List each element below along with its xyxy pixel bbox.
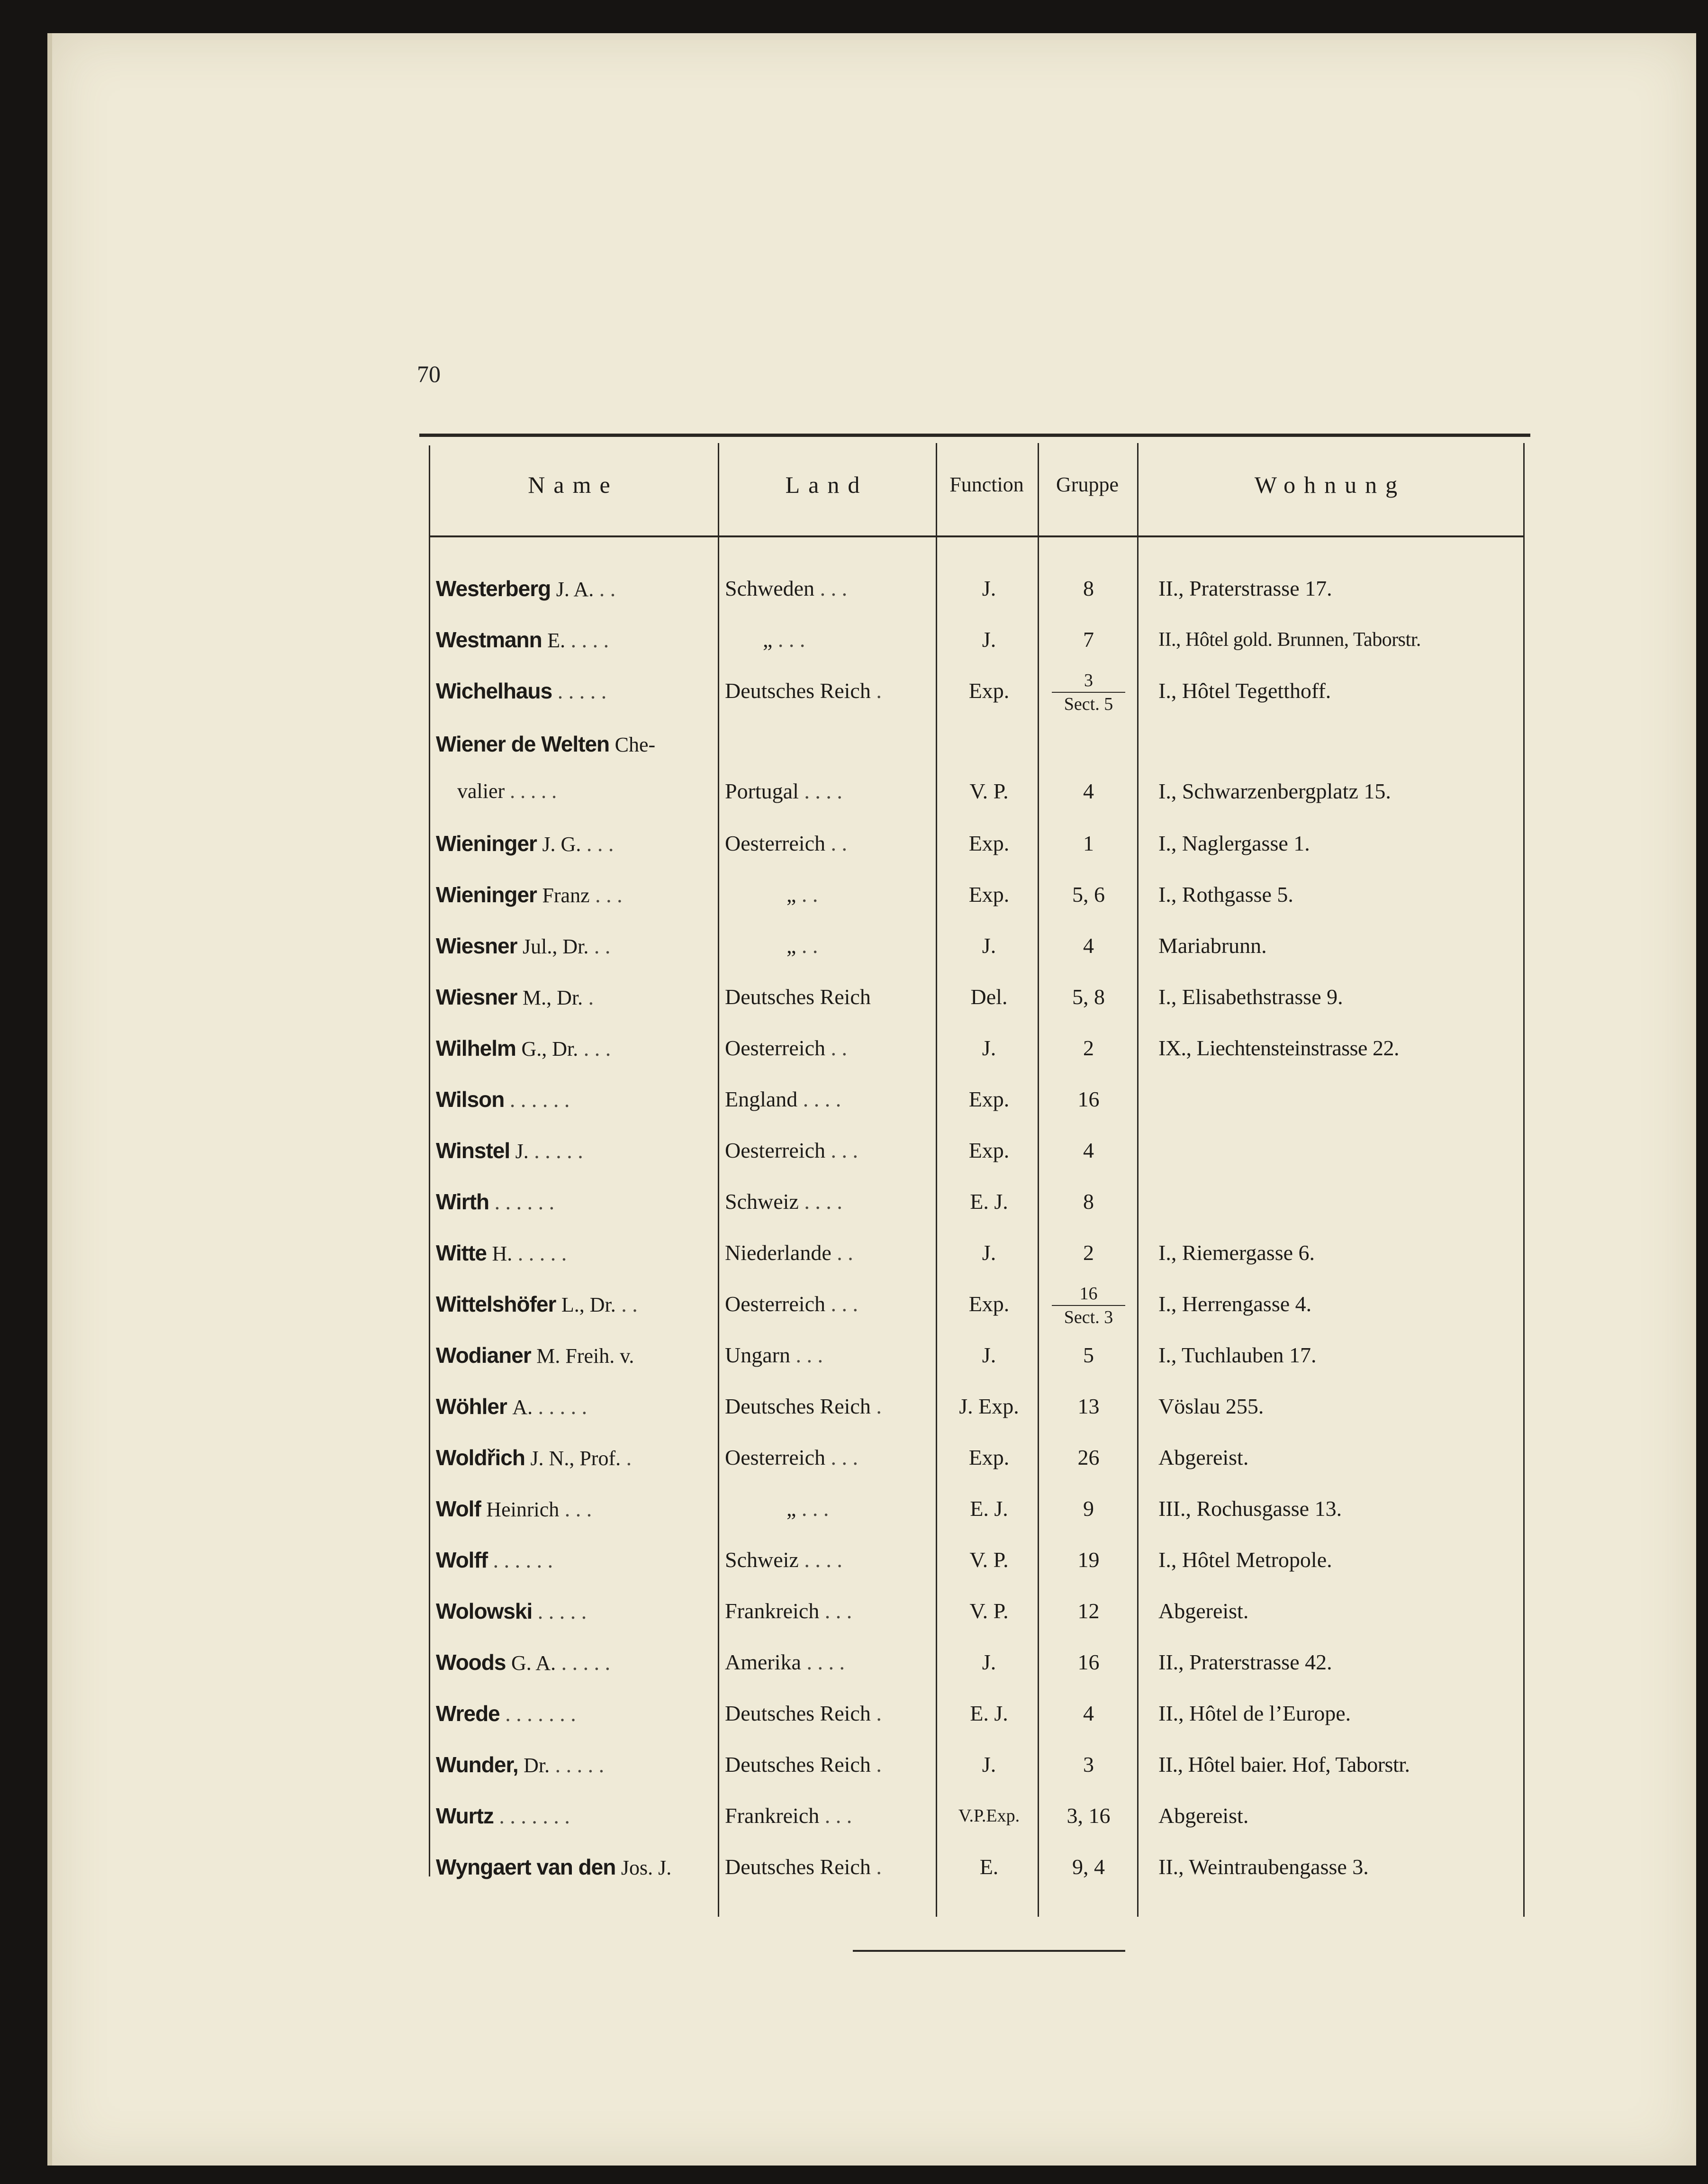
- leader-dots: . . . . .: [517, 1241, 567, 1265]
- function-cell: J. Exp.: [959, 1394, 1019, 1418]
- leader-dots: . . . . . . .: [505, 1702, 576, 1726]
- land-cell: [725, 820, 938, 867]
- header-function: Function: [949, 473, 1024, 496]
- function-cell: V. P.: [969, 1548, 1009, 1572]
- function-cell: J.: [982, 1752, 996, 1776]
- address-cell: Abgereist.: [1158, 1599, 1249, 1623]
- surname: Westmann: [436, 627, 542, 652]
- land-cell: [725, 616, 938, 663]
- leader-dots: . . . . . . .: [499, 1804, 570, 1828]
- given-name: Franz: [542, 884, 590, 907]
- table-row: [419, 973, 1530, 1021]
- leader-dots: .: [876, 1394, 882, 1418]
- land-cell: [725, 1536, 938, 1584]
- land-cell: [725, 1639, 938, 1686]
- surname: Wilhelm: [436, 1036, 516, 1060]
- address-cell: II., Praterstrasse 42.: [1158, 1650, 1332, 1674]
- section-label: Sect. 5: [1064, 694, 1113, 714]
- leader-dots: . . .: [777, 627, 805, 652]
- gruppe-cell: 4: [1083, 933, 1094, 958]
- given-name: G., Dr.: [521, 1037, 578, 1060]
- leader-dots: . . .: [831, 1138, 858, 1162]
- name-cell: [436, 1383, 715, 1430]
- name-cell: [436, 1792, 715, 1840]
- table-row: [419, 565, 1530, 612]
- table-row: [419, 1741, 1530, 1788]
- gruppe-cell: 4: [1083, 1701, 1094, 1725]
- surname: Wieninger: [436, 882, 537, 907]
- leader-dots: . . . . . .: [509, 1087, 570, 1112]
- given-name: Dr.: [524, 1754, 550, 1777]
- address-cell: I., Riemergasse 6.: [1158, 1241, 1315, 1265]
- gruppe-cell: 19: [1077, 1548, 1100, 1572]
- leader-dots: . . . .: [804, 1189, 842, 1214]
- name-cell: [436, 1587, 715, 1635]
- land-text: Schweden: [725, 576, 815, 600]
- function-cell: J.: [982, 1036, 996, 1060]
- land-text: Frankreich: [725, 1803, 820, 1828]
- function-cell: Exp.: [968, 1445, 1010, 1469]
- table-row: [419, 1076, 1530, 1123]
- leader-dots: . . . .: [804, 1548, 842, 1572]
- fraction-bar: [1052, 1305, 1125, 1306]
- land-text: Oesterreich: [725, 1445, 825, 1469]
- gruppe-cell: 13: [1077, 1394, 1100, 1418]
- leader-dots: . .: [599, 577, 616, 601]
- gruppe-cell: 3, 16: [1066, 1803, 1111, 1828]
- table-row: [419, 1485, 1530, 1532]
- land-cell: [725, 565, 938, 612]
- land-cell: [725, 1280, 938, 1328]
- name-cell: [436, 1639, 715, 1686]
- land-text: Deutsches Reich: [725, 679, 871, 703]
- gruppe-cell: 16: [1077, 1650, 1100, 1674]
- leader-dots: . . . . .: [537, 1599, 587, 1623]
- address-cell: [1158, 1076, 1528, 1123]
- leader-dots: . . . . .: [510, 779, 557, 803]
- function-cell: Exp.: [968, 882, 1010, 906]
- end-of-list-rule: [853, 1950, 1125, 1952]
- exhibitor-register-table: [419, 434, 1530, 1914]
- surname: Woldřich: [436, 1445, 525, 1470]
- given-name: L., Dr.: [561, 1293, 616, 1316]
- leader-dots: . .: [801, 882, 818, 906]
- address-cell: II., Hôtel gold. Brunnen, Taborstr.: [1158, 629, 1421, 651]
- surname: Wodianer: [436, 1343, 531, 1368]
- fraction-bar: [1052, 692, 1125, 693]
- gruppe-cell: 9: [1083, 1496, 1094, 1521]
- address-cell: I., Elisabethstrasse 9.: [1158, 985, 1343, 1009]
- given-name-continued: valier: [457, 779, 505, 803]
- address-cell: II., Weintraubengasse 3.: [1158, 1855, 1369, 1879]
- land-text: Deutsches Reich: [725, 1394, 871, 1418]
- address-cell: I., Hôtel Tegetthoff.: [1158, 679, 1331, 703]
- name-cell: [436, 1332, 715, 1379]
- gruppe-cell: 7: [1083, 627, 1094, 652]
- name-cell: [436, 1229, 715, 1277]
- land-cell: [725, 1229, 938, 1277]
- table-row: [419, 922, 1530, 970]
- leader-dots: . . .: [586, 832, 614, 856]
- leader-dots: . .: [594, 934, 611, 958]
- gruppe-cell: 1: [1083, 831, 1094, 855]
- given-name: Jos. J.: [621, 1856, 672, 1879]
- table-row: [419, 1434, 1530, 1481]
- table-row: [419, 1229, 1530, 1277]
- address-cell: I., Rothgasse 5.: [1158, 882, 1293, 906]
- gruppe-cell: 4: [1083, 1138, 1094, 1162]
- leader-dots: . . . .: [803, 1087, 841, 1111]
- name-cell: [436, 720, 655, 768]
- name-cell: [436, 973, 715, 1021]
- address-cell: II., Hôtel de l’Europe.: [1158, 1701, 1351, 1725]
- land-text: Ungarn: [725, 1343, 790, 1367]
- table-row: [419, 1536, 1530, 1584]
- leader-dots: . . . . .: [555, 1753, 605, 1777]
- table-row: [419, 1127, 1530, 1174]
- function-cell: Del.: [970, 985, 1008, 1009]
- header-wohnung: Wohnung: [1254, 471, 1406, 498]
- land-cell: [725, 1587, 938, 1635]
- address-cell: I., Naglergasse 1.: [1158, 831, 1310, 855]
- surname: Wittelshöfer: [436, 1292, 556, 1316]
- table-row: [419, 1178, 1530, 1225]
- address-cell: Vöslau 255.: [1158, 1394, 1264, 1418]
- function-cell: Exp.: [968, 679, 1010, 703]
- leader-dots: . . . . .: [538, 1395, 587, 1419]
- surname: Westerberg: [436, 576, 551, 601]
- gruppe-cell: 26: [1077, 1445, 1100, 1469]
- name-cell: [436, 616, 715, 663]
- gruppe-cell: 4: [1083, 779, 1094, 803]
- leader-dots: . . .: [801, 1496, 829, 1521]
- leader-dots: . . .: [564, 1497, 592, 1521]
- surname: Wilson: [436, 1087, 505, 1112]
- address-cell: III., Rochusgasse 13.: [1158, 1496, 1342, 1521]
- function-cell: Exp.: [968, 831, 1010, 855]
- address-cell: Abgereist.: [1158, 1445, 1249, 1469]
- table-row: [419, 1792, 1530, 1840]
- land-text: Oesterreich: [725, 1138, 825, 1162]
- leader-dots: . . .: [795, 1343, 823, 1367]
- given-name: Che-: [615, 733, 656, 756]
- leader-dots: . .: [837, 1241, 853, 1265]
- table-row: [419, 616, 1530, 663]
- function-cell: V. P.: [969, 779, 1009, 803]
- land-cell: [725, 1024, 938, 1072]
- leader-dots: . . .: [595, 883, 623, 907]
- given-name: Jul., Dr.: [523, 935, 589, 958]
- name-cell: [436, 820, 715, 867]
- gruppe-cell: 8: [1083, 1189, 1094, 1214]
- name-cell: [436, 922, 715, 970]
- address-cell: I., Tuchlauben 17.: [1158, 1343, 1317, 1367]
- land-text: England: [725, 1087, 798, 1111]
- land-text: Deutsches Reich: [725, 1855, 871, 1879]
- function-cell: E. J.: [970, 1189, 1008, 1214]
- surname: Wiener de Welten: [436, 732, 610, 756]
- land-cell: [725, 871, 938, 918]
- surname: Wichelhaus: [436, 679, 552, 703]
- function-cell: Exp.: [968, 1138, 1010, 1162]
- address-cell: II., Praterstrasse 17.: [1158, 576, 1332, 600]
- land-cell: [725, 973, 938, 1021]
- surname: Winstel: [436, 1138, 510, 1163]
- header-land: Land: [785, 471, 868, 498]
- name-cell: [436, 565, 715, 612]
- leader-dots: .: [876, 1855, 882, 1879]
- table-row: [419, 1280, 1530, 1328]
- name-cell: [436, 1127, 715, 1174]
- given-name: Heinrich: [486, 1498, 560, 1521]
- leader-dots: . . . . .: [534, 1139, 583, 1163]
- function-cell: J.: [982, 1650, 996, 1674]
- function-cell: V. P.: [969, 1599, 1009, 1623]
- address-cell: Abgereist.: [1158, 1803, 1249, 1828]
- gruppe-cell: 5: [1083, 1343, 1094, 1367]
- surname: Wolff: [436, 1548, 488, 1572]
- name-cell: [436, 1076, 715, 1123]
- surname: Wolf: [436, 1496, 481, 1521]
- leader-dots: .: [588, 985, 594, 1009]
- leader-dots: .: [626, 1446, 632, 1470]
- leader-dots: .: [876, 679, 882, 703]
- land-cell: [725, 1792, 938, 1840]
- address-cell: I., Hôtel Metropole.: [1158, 1548, 1332, 1572]
- surname: Wirth: [436, 1189, 489, 1214]
- name-cell: [436, 1485, 715, 1532]
- given-name: J. N., Prof.: [530, 1447, 621, 1470]
- given-name: M., Dr.: [523, 986, 583, 1009]
- name-cell: [436, 1178, 715, 1225]
- given-name: M. Freih. v.: [536, 1344, 634, 1368]
- function-cell: E. J.: [970, 1496, 1008, 1521]
- land-text: Deutsches Reich: [725, 1701, 871, 1725]
- leader-dots: . .: [621, 1292, 638, 1316]
- land-cell: [725, 1485, 938, 1532]
- gruppe-number: 3: [1084, 671, 1093, 690]
- table-row: [419, 1332, 1530, 1379]
- leader-dots: . .: [831, 831, 847, 855]
- leader-dots: . . .: [831, 1292, 858, 1316]
- name-continuation: [457, 768, 557, 815]
- header-gruppe: Gruppe: [1056, 473, 1119, 496]
- address-cell: [1158, 1178, 1528, 1225]
- page-number: 70: [417, 361, 441, 387]
- address-cell: Mariabrunn.: [1158, 933, 1267, 958]
- name-cell: [436, 1690, 715, 1737]
- ditto-mark: „: [763, 627, 773, 652]
- leader-dots: .: [876, 1701, 882, 1725]
- function-cell: V.P.Exp.: [958, 1806, 1020, 1826]
- land-text: Schweiz: [725, 1189, 799, 1214]
- land-text: Oesterreich: [725, 1292, 825, 1316]
- land-text: Oesterreich: [725, 831, 825, 855]
- table-row: [419, 1024, 1530, 1072]
- table-row: [419, 1587, 1530, 1635]
- land-cell: [725, 1178, 938, 1225]
- surname: Wunder,: [436, 1752, 518, 1777]
- land-text: Deutsches Reich: [725, 1752, 871, 1776]
- gruppe-section-cell: [1042, 667, 1135, 715]
- leader-dots: . . . .: [570, 628, 609, 652]
- surname: Wrede: [436, 1701, 500, 1726]
- address-cell: I., Herrengasse 4.: [1158, 1292, 1312, 1316]
- leader-dots: . . .: [824, 1803, 852, 1828]
- given-name: J. G.: [542, 833, 581, 856]
- surname: Wolowski: [436, 1599, 533, 1623]
- function-cell: E. J.: [970, 1701, 1008, 1725]
- leader-dots: . . . . .: [561, 1650, 611, 1675]
- leader-dots: . . .: [824, 1599, 852, 1623]
- gruppe-cell: 5, 8: [1072, 985, 1105, 1009]
- address-cell: II., Hôtel baier. Hof, Taborstr.: [1158, 1752, 1410, 1776]
- table-row: [419, 1690, 1530, 1737]
- section-label: Sect. 3: [1064, 1307, 1113, 1327]
- name-cell: [436, 1024, 715, 1072]
- surname: Wyngaert van den: [436, 1855, 616, 1879]
- surname: Wiesner: [436, 985, 517, 1009]
- land-cell: [725, 667, 938, 715]
- table-row: [419, 1383, 1530, 1430]
- given-name: H.: [492, 1242, 513, 1265]
- land-text: Schweiz: [725, 1548, 799, 1572]
- surname: Woods: [436, 1650, 506, 1675]
- surname: Witte: [436, 1241, 487, 1265]
- land-text: Niederlande: [725, 1241, 831, 1265]
- given-name: E.: [547, 629, 566, 652]
- land-text: Amerika: [725, 1650, 801, 1674]
- address-cell: IX., Liechtensteinstrasse 22.: [1158, 1036, 1399, 1060]
- leader-dots: . . . . .: [557, 679, 607, 703]
- name-cell: [436, 1843, 715, 1891]
- ditto-mark: „: [786, 933, 796, 958]
- given-name: A.: [512, 1396, 533, 1419]
- leader-dots: . . .: [820, 576, 848, 600]
- leader-dots: . . . .: [806, 1650, 845, 1674]
- given-name: J.: [515, 1140, 529, 1163]
- land-text: Deutsches Reich: [725, 985, 871, 1009]
- name-cell: [436, 1536, 715, 1584]
- table-row: [419, 871, 1530, 918]
- name-cell: [436, 1741, 715, 1788]
- function-cell: J.: [982, 576, 996, 600]
- surname: Wurtz: [436, 1803, 494, 1828]
- leader-dots: . . . .: [804, 779, 842, 803]
- function-cell: J.: [982, 1241, 996, 1265]
- given-name: G. A.: [511, 1651, 556, 1675]
- function-cell: J.: [982, 627, 996, 652]
- function-cell: Exp.: [968, 1292, 1010, 1316]
- name-cell: [436, 871, 715, 918]
- surname: Wöhler: [436, 1394, 507, 1419]
- table-row: [419, 667, 1530, 715]
- leader-dots: . . . . . .: [493, 1548, 553, 1572]
- leader-dots: . . .: [831, 1445, 858, 1469]
- name-cell: [436, 667, 715, 715]
- land-cell: [725, 1690, 938, 1737]
- leader-dots: . .: [801, 933, 818, 958]
- land-cell: [725, 1741, 938, 1788]
- table-row: [419, 820, 1530, 867]
- surname: Wieninger: [436, 831, 537, 856]
- given-name: J. A.: [556, 578, 594, 601]
- address-cell: I., Schwarzenbergplatz 15.: [1158, 779, 1391, 803]
- gruppe-cell: 5, 6: [1072, 882, 1105, 906]
- gruppe-section-cell: [1042, 1280, 1135, 1328]
- gruppe-cell: 16: [1077, 1087, 1100, 1111]
- header-name: Name: [528, 471, 619, 498]
- land-cell: [725, 1332, 938, 1379]
- leader-dots: . . .: [583, 1036, 611, 1060]
- gruppe-cell: 9, 4: [1072, 1855, 1105, 1879]
- table-row: [419, 720, 1530, 815]
- name-cell: [436, 1434, 715, 1481]
- land-cell: [725, 1076, 938, 1123]
- land-cell: [725, 1127, 938, 1174]
- ditto-mark: „: [786, 882, 796, 906]
- ditto-mark: „: [786, 1496, 796, 1521]
- function-cell: E.: [979, 1855, 999, 1879]
- gruppe-cell: 2: [1083, 1036, 1094, 1060]
- leader-dots: .: [876, 1752, 882, 1776]
- gruppe-cell: 8: [1083, 576, 1094, 600]
- gruppe-cell: 2: [1083, 1241, 1094, 1265]
- name-cell: [436, 1280, 715, 1328]
- function-cell: J.: [982, 933, 996, 958]
- land-cell: [725, 922, 938, 970]
- land-cell: [725, 768, 938, 815]
- function-cell: Exp.: [968, 1087, 1010, 1111]
- gruppe-number: 16: [1079, 1284, 1098, 1304]
- function-cell: J.: [982, 1343, 996, 1367]
- land-text: Oesterreich: [725, 1036, 825, 1060]
- gruppe-cell: 3: [1083, 1752, 1094, 1776]
- surname: Wiesner: [436, 933, 517, 958]
- land-cell: [725, 1383, 938, 1430]
- header-rule: [429, 535, 1523, 537]
- table-row: [419, 1843, 1530, 1891]
- land-text: Frankreich: [725, 1599, 820, 1623]
- book-page: [47, 33, 1696, 2166]
- land-cell: [725, 1434, 938, 1481]
- leader-dots: . . . . . .: [494, 1190, 555, 1214]
- table-row: [419, 1639, 1530, 1686]
- land-text: Portugal: [725, 779, 799, 803]
- land-cell: [725, 1843, 938, 1891]
- gruppe-cell: 12: [1077, 1599, 1100, 1623]
- address-cell: [1158, 1127, 1528, 1174]
- leader-dots: . .: [831, 1036, 847, 1060]
